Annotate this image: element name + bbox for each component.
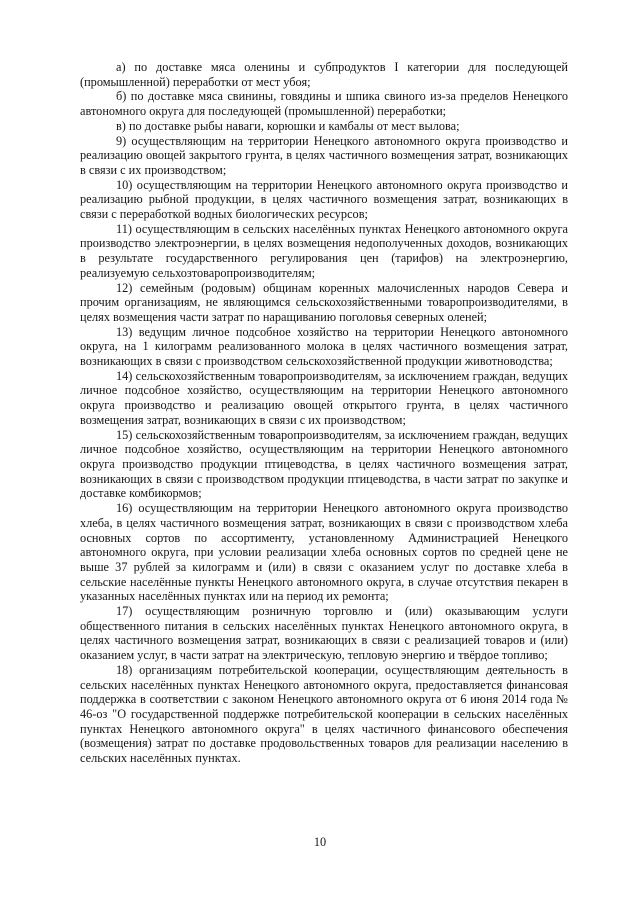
paragraph-item-9: 9) осуществляющим на территории Ненецкого автономного округа производство и реализацию овощей закрытого грунта, в целях частичного возмещения затрат, возникающих в связи с их производством; (80, 133, 568, 177)
paragraph-item-17: 17) осуществляющим розничную торговлю и (или) оказывающим услуги общественного питания в сельских населённых пунктах Ненецкого автономного округа, в целях частичного возмещения затрат, возникающих в связи с реализацией товаров и (или) оказанием услуг, в части затрат на электрическую, тепловую энергию и твёрдое топливо; (80, 604, 568, 663)
paragraph-item-10: 10) осуществляющим на территории Ненецкого автономного округа производство и реализацию рыбной продукции, в целях частичного возмещения затрат, возникающих в связи с переработкой водных биологических ресурсов; (80, 177, 568, 222)
paragraph-item-v: в) по доставке рыбы наваги, корюшки и камбалы от мест вылова; (116, 118, 460, 133)
document-body (80, 60, 568, 766)
page-number: 10 (313, 835, 327, 849)
paragraph-item-18: 18) организациям потребительской кооперации, осуществляющим деятельность в сельских населённых пунктах Ненецкого автономного округа, предоставляется финансовая поддержка в соответствии с законом Ненецкого автономного округа от 6 июня 2014 года № 46-оз "О государственной поддержке потребительской кооперации в сельских населённых пунктах Ненецкого автономного округа" в целях частичного финансового обеспечения (возмещения) затрат по доставке продовольственных товаров для реализации населению в сельских населённых пунктах. (80, 662, 568, 766)
paragraph-item-11: 11) осуществляющим в сельских населённых пунктах Ненецкого автономного округа производство электроэнергии, в целях возмещения недополученных доходов, возникающих в результате государственного регулирования цен (тарифов) на электроэнергию, реализуемую сельхозтоваропроизводителям; (80, 221, 568, 280)
paragraph-item-15: 15) сельскохозяйственным товаропроизводителям, за исключением граждан, ведущих личное подсобное хозяйство, осуществляющим на территории Ненецкого автономного округа производство продукции птицеводства, в целях частичного возмещения затрат, возникающих в связи с производством продукции птицеводства, в части затрат по закупке и доставке комбикормов; (80, 427, 568, 501)
paragraph-item-b: б) по доставке мяса свинины, говядины и шпика свиного из-за пределов Ненецкого автономного округа для последующей (промышленной) переработки; (80, 89, 568, 119)
paragraph-item-13: 13) ведущим личное подсобное хозяйство на территории Ненецкого автономного округа, на 1 килограмм реализованного молока в целях частичного возмещения затрат, возникающих в связи с производством сельскохозяйственной продукции животноводства; (80, 324, 568, 369)
paragraph-item-12: 12) семейным (родовым) общинам коренных малочисленных народов Севера и прочим организациям, не являющимся сельскохозяйственными товаропроизводителями, в целях возмещения части затрат по наращиванию поголовья северных оленей; (80, 280, 568, 324)
paragraph-item-14: 14) сельскохозяйственным товаропроизводителям, за исключением граждан, ведущих личное подсобное хозяйство, осуществляющим на территории Ненецкого автономного округа производство и реализацию овощей открытого грунта, в целях частичного возмещения затрат, возникающих в связи с их производством; (80, 368, 568, 427)
paragraph-item-16: 16) осуществляющим на территории Ненецкого автономного округа производство хлеба, в целях частичного возмещения затрат, возникающих в связи с производством хлеба основных сортов по ассортименту, установленному Администрацией Ненецкого автономного округа, при условии реализации хлеба основных сортов по средней цене не выше 37 рублей за килограмм и (или) в связи с оказанием услуг по доставке хлеба в сельские населённые пункты Ненецкого автономного округа, в случае отсутствия пекарен в указанных населённых пунктах или на период их ремонта; (80, 501, 568, 604)
paragraph-item-a: а) по доставке мяса оленины и субпродуктов I категории для последующей (промышленной) переработки от мест убоя; (80, 60, 568, 89)
